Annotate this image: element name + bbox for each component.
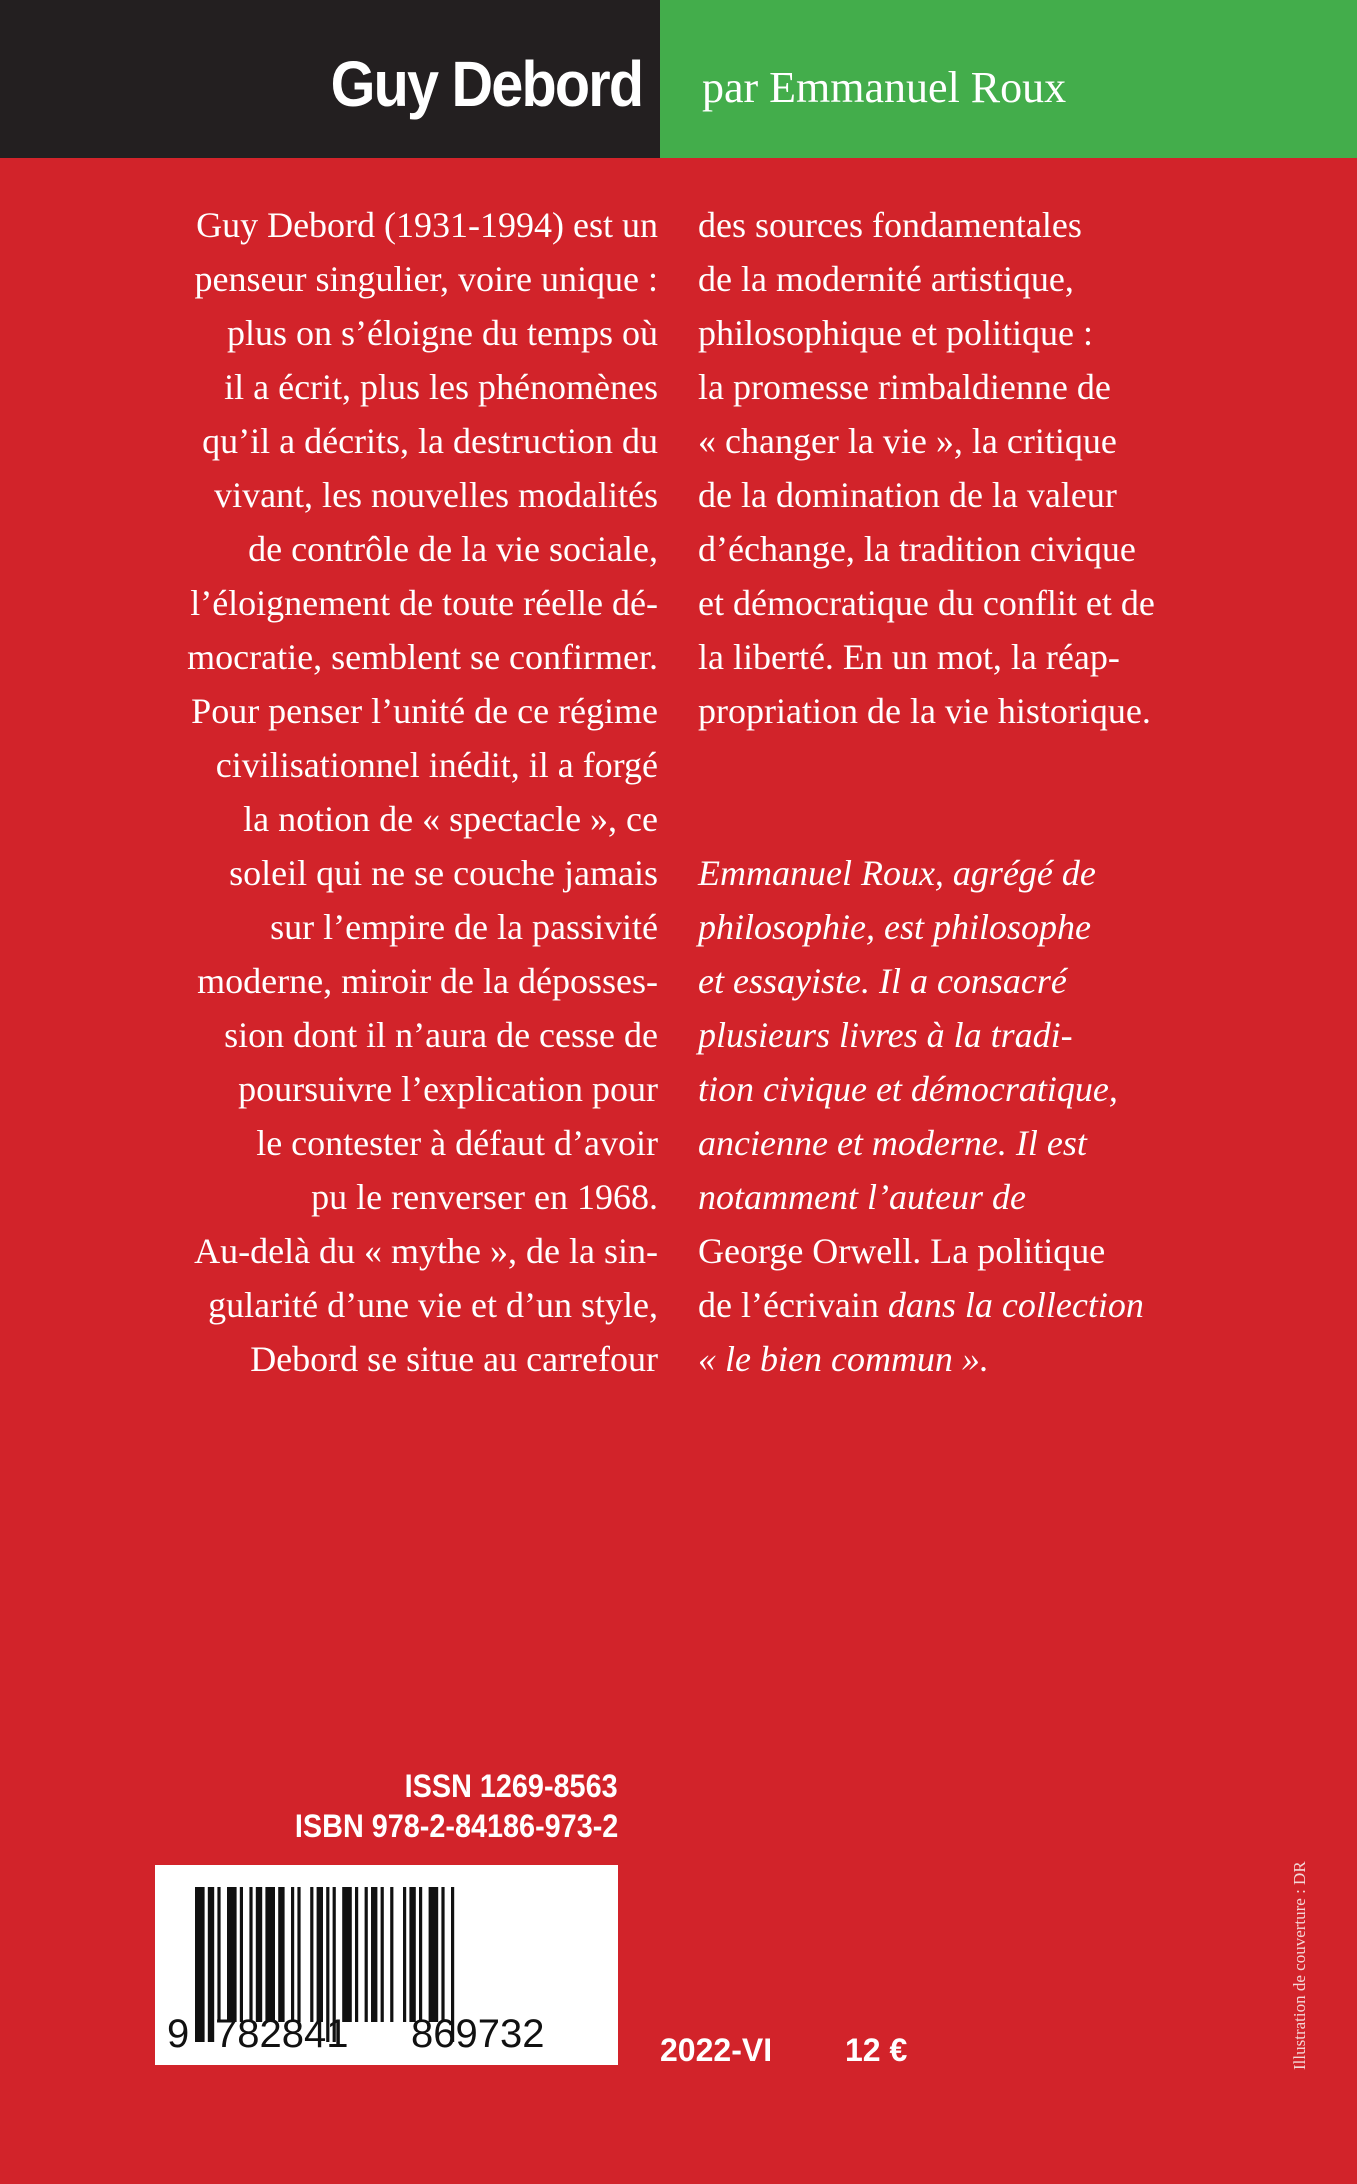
text-line: sur l’empire de la passivité [270, 907, 658, 947]
barcode-digits: 782841 [215, 2012, 349, 2056]
text-line: « changer la vie », la critique [698, 421, 1117, 461]
barcode-bar [249, 1887, 252, 2022]
text-line: philosophie, est philosophe [698, 907, 1091, 947]
text-line: la liberté. En un mot, la réap- [698, 637, 1120, 677]
barcode-bar [355, 1887, 358, 2022]
barcode-bar [310, 1887, 313, 2022]
author-name: par Emmanuel Roux [702, 63, 1067, 112]
text-line: gularité d’une vie et d’un style, [208, 1285, 658, 1325]
barcode-digit: 9 [167, 2012, 190, 2056]
barcode-bar [409, 1887, 415, 2022]
text-line: Emmanuel Roux, agrégé de [698, 853, 1096, 893]
text-line: mocratie, semblent se confirmer. [187, 637, 658, 677]
issn: ISSN 1269-8563 [405, 1768, 618, 1804]
text-line: plus on s’éloigne du temps où [227, 313, 658, 353]
barcode-bar [381, 1887, 384, 2022]
barcode-bar [265, 1887, 275, 2022]
barcode-bar [371, 1887, 377, 2022]
author-bio [698, 846, 1298, 1386]
edition: 2022-VI [660, 2032, 773, 2068]
text-line: de la domination de la valeur [698, 475, 1117, 515]
bio-line [698, 1224, 1298, 1278]
text-line: penseur singulier, voire unique : [194, 259, 658, 299]
text-line: propriation de la vie historique. [698, 691, 1151, 731]
header-title-band [0, 0, 660, 158]
barcode-bar [297, 1887, 300, 2022]
text-line: et démocratique du conflit et de [698, 583, 1155, 623]
barcode-bar [342, 1887, 352, 2022]
text-line: tion civique et démocratique, [698, 1069, 1118, 1109]
text-line: de la modernité artistique, [698, 259, 1074, 299]
barcode-bar [240, 1887, 243, 2022]
barcode-bar [317, 1887, 323, 2022]
barcode-bar [441, 1887, 444, 2022]
barcode-graphic [155, 1865, 618, 2065]
text-line: la notion de « spectacle », ce [243, 799, 658, 839]
bio-book-title: George Orwell. La politique [698, 1231, 1106, 1271]
barcode-bar [256, 1887, 262, 2022]
text-line: Debord se situe au carrefour [250, 1339, 658, 1379]
text-line: de contrôle de la vie sociale, [248, 529, 658, 569]
barcode-bar [227, 1887, 237, 2022]
text-line: qu’il a décrits, la destruction du [202, 421, 658, 461]
barcode-bar [278, 1887, 284, 2022]
header-author-band [660, 0, 1357, 158]
barcode-bar [419, 1887, 422, 2022]
barcode-bar [390, 1887, 393, 2022]
barcode-bar [217, 1887, 220, 2022]
text-line: philosophique et politique : [698, 313, 1093, 353]
price: 12 € [845, 2032, 908, 2068]
barcode-bar [291, 1887, 294, 2022]
cover-credit: Illustration de couverture : DR [1290, 1861, 1309, 2070]
text-line: pu le renverser en 1968. [311, 1177, 658, 1217]
collection-name: « le bien commun ». [698, 1339, 989, 1379]
text-line: civilisationnel inédit, il a forgé [215, 745, 658, 785]
text-line: soleil qui ne se couche jamais [229, 853, 658, 893]
book-title: Guy Debord [330, 48, 642, 120]
text-line: plusieurs livres à la tradi- [698, 1015, 1073, 1055]
text-line: il a écrit, plus les phénomènes [224, 367, 658, 407]
text-line: des sources fondamentales [698, 205, 1082, 245]
text-line: l’éloignement de toute réelle dé- [190, 583, 658, 623]
bio-text: dans la collection [878, 1285, 1144, 1325]
bio-line [698, 1332, 1298, 1386]
blurb-left-column [90, 198, 658, 1386]
text-line: la promesse rimbaldienne de [698, 367, 1111, 407]
text-line: vivant, les nouvelles modalités [214, 475, 658, 515]
text-line: sion dont il n’aura de cesse de [224, 1015, 658, 1055]
text-line: Au-delà du « mythe », de la sin- [194, 1231, 658, 1271]
bio-line [698, 1278, 1298, 1332]
barcode-bar [365, 1887, 368, 2022]
text-line: et essayiste. Il a consacré [698, 961, 1067, 1001]
barcode-bar [208, 1887, 214, 2042]
text-line: le contester à défaut d’avoir [256, 1123, 658, 1163]
barcode-digits: 869732 [411, 2012, 545, 2056]
barcode-bar [429, 1887, 439, 2022]
text-line: ancienne et moderne. Il est [698, 1123, 1087, 1163]
isbn: ISBN 978-2-84186-973-2 [294, 1808, 618, 1844]
blurb-right-column [698, 198, 1298, 1386]
bio-text: de l’écrivain [698, 1285, 879, 1325]
barcode [155, 1865, 618, 2065]
barcode-bar [403, 1887, 406, 2022]
text-line: notamment l’auteur de [698, 1177, 1026, 1217]
text-line: d’échange, la tradition civique [698, 529, 1136, 569]
text-line: moderne, miroir de la déposses- [197, 961, 658, 1001]
text-line: Guy Debord (1931-1994) est un [196, 205, 658, 245]
text-line: poursuivre l’explication pour [238, 1069, 658, 1109]
text-line: Pour penser l’unité de ce régime [191, 691, 658, 731]
barcode-bar [195, 1887, 205, 2042]
